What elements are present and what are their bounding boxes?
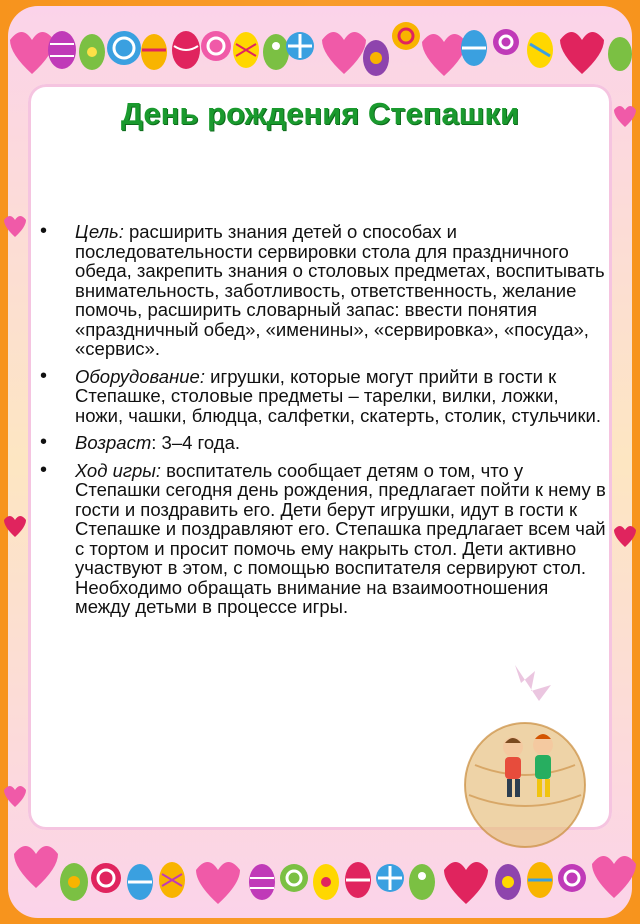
- item-lead: Оборудование:: [75, 365, 205, 387]
- easter-egg-icon: [461, 30, 487, 66]
- item-lead: Цель:: [75, 221, 124, 242]
- easter-egg-icon: [48, 31, 76, 69]
- easter-egg-icon: [249, 864, 275, 900]
- heart-icon: [4, 216, 26, 237]
- heart-icon: [10, 32, 54, 74]
- heart-icon: [14, 846, 58, 888]
- easter-egg-icon: [313, 864, 339, 900]
- spiral-lollipop-icon: [91, 863, 121, 893]
- easter-egg-icon: [495, 864, 521, 900]
- right-border-decoration: [610, 90, 640, 830]
- heart-icon: [196, 862, 240, 904]
- easter-egg-icon: [409, 864, 435, 900]
- easter-egg-icon: [233, 32, 259, 68]
- easter-egg-icon: [127, 864, 153, 900]
- list-item-equipment: [40, 364, 606, 426]
- bullet-icon: •: [40, 431, 48, 453]
- bullet-icon: •: [40, 458, 48, 481]
- easter-egg-icon: [527, 862, 553, 898]
- item-text: расширить знания детей о способах и последовательности сервировки стола для праздничного обеда, закрепить знания о столовых предметах, воспитывать внимательность, заботливость, ответственность, желание помочь, расширить словарный запас: ввести понятия «праздничный обед», «именины», «сервировка», «посуда», «сервис».: [75, 221, 605, 359]
- easter-egg-icon: [172, 31, 200, 69]
- list-item-age: [40, 433, 606, 453]
- easter-egg-icon: [159, 862, 185, 898]
- info-list: [40, 222, 606, 625]
- bullet-icon: •: [40, 220, 48, 242]
- page-title: День рождения Степашки: [120, 96, 520, 131]
- spiral-lollipop-icon: [392, 22, 420, 50]
- easter-egg-icon: [141, 34, 167, 70]
- easter-egg-icon: [79, 34, 105, 70]
- bullet-icon: •: [40, 364, 48, 387]
- easter-egg-icon: [363, 40, 389, 76]
- spiral-lollipop-icon: [558, 864, 586, 892]
- spiral-lollipop-icon: [107, 31, 141, 65]
- heart-icon: [322, 32, 366, 74]
- easter-egg-icon: [60, 863, 88, 901]
- heart-icon: [560, 32, 604, 74]
- heart-icon: [4, 516, 26, 537]
- globe-children-illustration: [455, 655, 590, 850]
- spiral-lollipop-icon: [280, 864, 308, 892]
- left-border-decoration: [0, 90, 30, 830]
- list-item-game-course: [40, 458, 606, 617]
- heart-icon: [614, 526, 636, 547]
- heart-icon: [422, 34, 466, 76]
- easter-egg-icon: [263, 34, 289, 70]
- spiral-lollipop-icon: [201, 31, 231, 61]
- item-lead: Ход игры:: [75, 459, 162, 481]
- easter-egg-icon: [608, 37, 632, 71]
- item-lead: Возраст: [75, 432, 152, 453]
- easter-egg-icon: [527, 32, 553, 68]
- spiral-lollipop-icon: [376, 864, 404, 892]
- top-border-decoration: [0, 0, 640, 86]
- item-text: воспитатель сообщает детям о том, что у Степашки сегодня день рождения, предлагает пойти к нему в гости и поздравить его. Дети берут игрушки, идут в гости к Степашке и поздравляют его. Степашка предлагает всем чай с тортом и просит помочь ему накрыть стол. Дети активно участвуют в этом, с помощью воспитателя сервируют стол. Необходимо обращать внимание на взаимоотношения между детьми в процессе игры.: [75, 459, 606, 617]
- spiral-lollipop-icon: [493, 29, 519, 55]
- easter-egg-icon: [345, 862, 371, 898]
- heart-icon: [444, 862, 488, 904]
- spiral-lollipop-icon: [286, 32, 314, 60]
- item-text: : 3–4 года.: [151, 432, 240, 453]
- heart-icon: [592, 856, 636, 898]
- list-item-goal: [40, 222, 606, 359]
- item-text: игрушки, которые могут прийти в гости к Степашке, столовые предметы – тарелки, вилки, ложки, ножи, чашки, блюдца, салфетки, скатерть, столик, стульчики.: [75, 365, 602, 426]
- heart-icon: [4, 786, 26, 807]
